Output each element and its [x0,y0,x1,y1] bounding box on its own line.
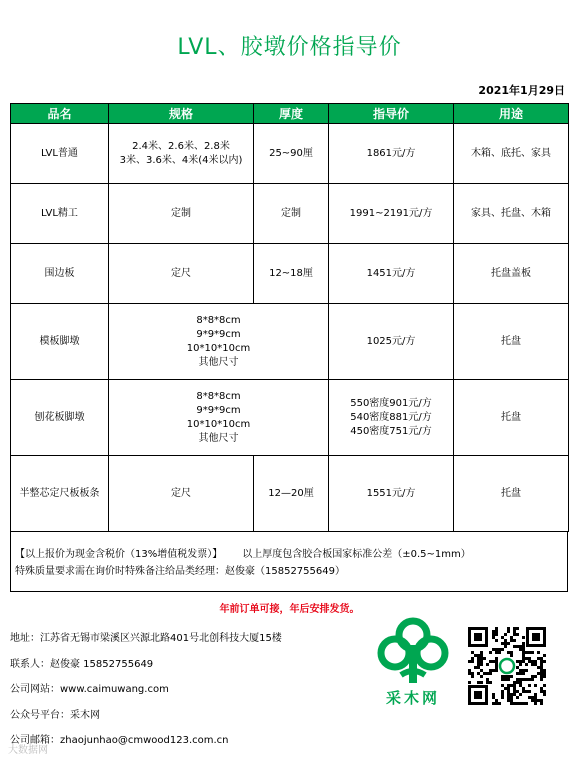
cell-thickness: 定制 [254,184,329,244]
cell-use: 托盘盖板 [454,244,569,304]
cell-spec [109,380,329,456]
cell-price: 1991~2191元/方 [329,184,454,244]
cell-name: 围边板 [11,244,109,304]
contact-block [10,626,282,754]
cell-price: 1025元/方 [329,304,454,380]
price-line: 550密度901元/方 [350,397,432,409]
tax-note: 【以上报价为现金含税价（13%增值税发票）】 [15,549,223,560]
spec-line: 9*9*9cm [196,328,241,340]
header-use: 用途 [454,104,569,124]
spec-line: 3米、3.6米、4米(4米以内) [119,154,243,166]
cell-use: 家具、托盘、木箱 [454,184,569,244]
table-row [11,456,569,532]
contact-address: 地址：江苏省无锡市梁溪区兴源北路401号北创科技大厦15楼 [10,633,282,644]
cell-name: 刨花板脚墩 [11,380,109,456]
header-name: 品名 [11,104,109,124]
cell-name: 半整芯定尺板板条 [11,456,109,532]
cell-name: LVL普通 [11,124,109,184]
qr-code-icon [466,625,548,707]
spec-line: 其他尺寸 [198,432,239,444]
cell-name: LVL精工 [11,184,109,244]
contact-email[interactable]: 公司邮箱：zhaojunhao@cmwood123.com.cn [10,735,229,746]
cell-price [329,380,454,456]
contact-website[interactable]: 公司网站：www.caimuwang.com [10,684,169,695]
table-row [11,184,569,244]
notes-line-2: 特殊质量要求需在询价时特殊备注给品类经理：赵俊豪（15852755649） [15,566,345,577]
date-label: 2021年1月29日 [478,84,565,97]
header-thickness: 厚度 [254,104,329,124]
cell-price: 1451元/方 [329,244,454,304]
cell-price: 1551元/方 [329,456,454,532]
table-row [11,304,569,380]
spec-line: 10*10*10cm [186,342,251,354]
spec-line: 8*8*8cm [196,314,241,326]
page-title: LVL、胶墩价格指导价 [177,35,402,60]
price-line: 540密度881元/方 [350,411,432,423]
price-line: 450密度751元/方 [350,425,432,437]
contact-person: 联系人：赵俊豪 15852755649 [10,658,154,670]
notes-box [10,532,568,592]
table-row [11,380,569,456]
header-price: 指导价 [329,104,454,124]
spec-line: 2.4米、2.6米、2.8米 [132,140,230,152]
tolerance-note: 以上厚度包含胶合板国家标准公差（±0.5~1mm） [242,549,471,560]
cell-use: 木箱、底托、家具 [454,124,569,184]
cell-use: 托盘 [454,456,569,532]
cell-thickness: 12~18厘 [254,244,329,304]
cell-spec [109,124,254,184]
tree-logo-icon [368,615,458,687]
company-logo [368,615,458,715]
cell-spec: 定尺 [109,244,254,304]
cell-spec: 定制 [109,184,254,244]
order-notice: 年前订单可接，年后安排发货。 [219,604,360,615]
table-row [11,244,569,304]
cell-spec: 定尺 [109,456,254,532]
spec-line: 10*10*10cm [186,418,251,430]
price-table [10,103,569,532]
cell-thickness: 25~90厘 [254,124,329,184]
cell-thickness: 12—20厘 [254,456,329,532]
logo-text: 采木网 [385,689,440,707]
cell-name: 模板脚墩 [11,304,109,380]
cell-price: 1861元/方 [329,124,454,184]
cell-use: 托盘 [454,380,569,456]
spec-line: 9*9*9cm [196,404,241,416]
spec-line: 其他尺寸 [198,356,239,368]
table-row [11,124,569,184]
spec-line: 8*8*8cm [196,390,241,402]
table-header-row [11,104,569,124]
notes-line-1 [15,546,563,563]
cell-use: 托盘 [454,304,569,380]
cell-spec [109,304,329,380]
contact-wechat: 公众号平台：采木网 [10,709,100,721]
watermark: 大数据网 [8,745,48,756]
header-spec: 规格 [109,104,254,124]
